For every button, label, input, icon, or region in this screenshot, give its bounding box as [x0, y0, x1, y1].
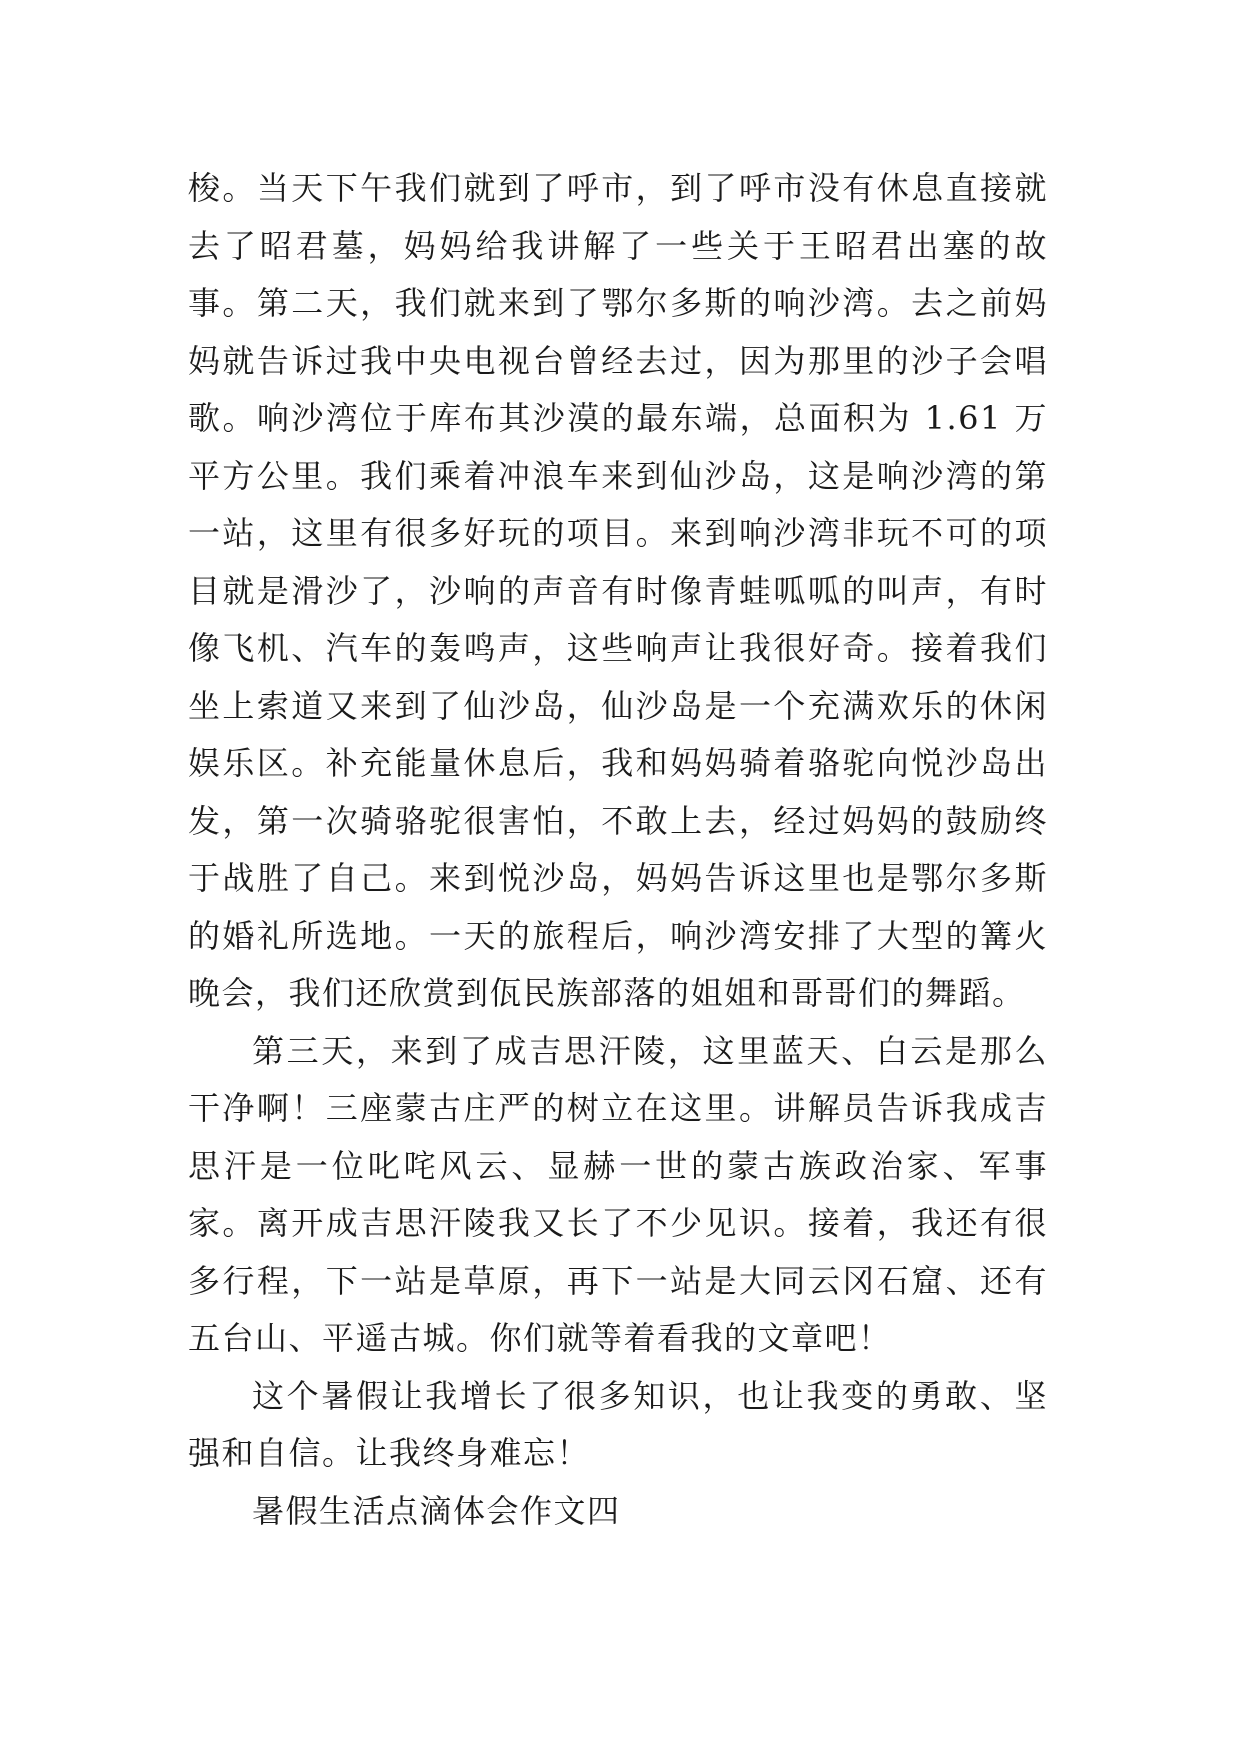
paragraph-2: 第三天，来到了成吉思汗陵，这里蓝天、白云是那么干净啊！三座蒙古庄严的树立在这里。讲解员告诉我成吉思汗是一位叱咤风云、显赫一世的蒙古族政治家、军事家。离开成吉思汗陵我又长了不少见识。接着，我还有很多行程，下一站是草原，再下一站是大同云冈石窟、还有五台山、平遥古城。你们就等着看我的文章吧！: [188, 1031, 1048, 1357]
section-heading: 暑假生活点滴体会作文四: [252, 1491, 621, 1530]
document-body: [188, 160, 1048, 1540]
paragraph-3: 这个暑假让我增长了很多知识，也让我变的勇敢、坚强和自信。让我终身难忘！: [188, 1376, 1048, 1472]
paragraph-1: 梭。当天下午我们就到了呼市，到了呼市没有休息直接就去了昭君墓，妈妈给我讲解了一些关于王昭君出塞的故事。第二天，我们就来到了鄂尔多斯的响沙湾。去之前妈妈就告诉过我中央电视台曾经去过，因为那里的沙子会唱歌。响沙湾位于库布其沙漠的最东端，总面积为 1.61 万平方公里。我们乘着冲浪车来到仙沙岛，这是响沙湾的第一站，这里有很多好玩的项目。来到响沙湾非玩不可的项目就是滑沙了，沙响的声音有时像青蛙呱呱的叫声，有时像飞机、汽车的轰鸣声，这些响声让我很好奇。接着我们坐上索道又来到了仙沙岛，仙沙岛是一个充满欢乐的休闲娱乐区。补充能量休息后，我和妈妈骑着骆驼向悦沙岛出发，第一次骑骆驼很害怕，不敢上去，经过妈妈的鼓励终于战胜了自己。来到悦沙岛，妈妈告诉这里也是鄂尔多斯的婚礼所选地。一天的旅程后，响沙湾安排了大型的篝火晚会，我们还欣赏到佤民族部落的姐姐和哥哥们的舞蹈。: [188, 169, 1048, 1012]
